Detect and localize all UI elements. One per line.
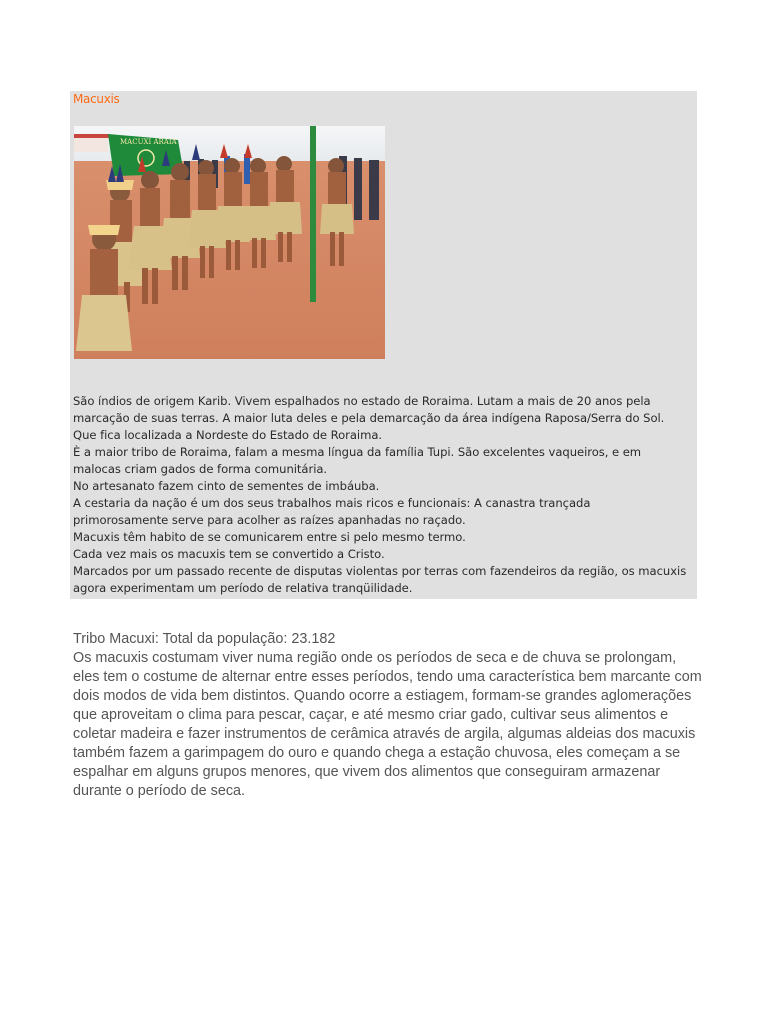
body-line: que aproveitam o clima para pescar, caçar, e até mesmo criar gado, cultivar seus alimentos e [73,707,669,723]
paragraph-line: Cada vez mais os macuxis tem se convertido a Cristo. [73,547,385,561]
population-section [73,630,713,801]
body-line: coletar madeira e fazer instrumentos de cerâmica através de argila, algumas aldeias dos macuxis [73,726,696,742]
body-line: eles tem o costume de alternar entre esses períodos, tendo uma característica bem marcante com [73,669,702,685]
paragraph-line: São índios de origem Karib. Vivem espalhados no estado de Roraima. Lutam a mais de 20 anos pela [73,394,651,408]
article-paragraph [73,393,697,597]
tribe-photo [74,126,385,359]
population-heading: Tribo Macuxi: Total da população: 23.182 [73,631,336,647]
body-line: Os macuxis costumam viver numa região onde os períodos de seca e de chuva se prolongam, [73,650,677,666]
paragraph-line: È a maior tribo de Roraima, falam a mesma língua da família Tupi. São excelentes vaqueiros, e em [73,445,642,459]
body-line: dois modos de vida bem distintos. Quando ocorre a estiagem, formam-se grandes aglomerações [73,688,692,704]
paragraph-line: malocas criam gados de forma comunitária. [73,462,328,476]
paragraph-line: marcação de suas terras. A maior luta deles e pela demarcação da área indígena Raposa/Serra do Sol. [73,411,665,425]
paragraph-line: primorosamente serve para acolher as raízes apanhadas no raçado. [73,513,466,527]
paragraph-line: Macuxis têm habito de se comunicarem entre si pelo mesmo termo. [73,530,466,544]
paragraph-line: Que fica localizada a Nordeste do Estado de Roraima. [73,428,383,442]
paragraph-line: A cestaria da nação é um dos seus trabalhos mais ricos e funcionais: A canastra trançada [73,496,591,510]
body-line: espalhar em alguns grupos menores, que vivem dos alimentos que conseguiram armazenar [73,764,661,780]
paragraph-line: No artesanato fazem cinto de sementes de imbáuba. [73,479,380,493]
body-line: também fazem a garimpagem do ouro e quando chega a estação chuvosa, eles começam a se [73,745,681,761]
article-title: Macuxis [73,92,120,106]
paragraph-line: agora experimentam um período de relativa tranqüilidade. [73,581,413,595]
article-box [70,91,697,599]
paragraph-line: Marcados por um passado recente de disputas violentas por terras com fazendeiros da região, os macuxis [73,564,687,578]
body-line: durante o período de seca. [73,783,246,799]
tribal-dance-photo-icon [74,126,385,359]
banner-text: MACUXI ARAIA [120,138,177,146]
